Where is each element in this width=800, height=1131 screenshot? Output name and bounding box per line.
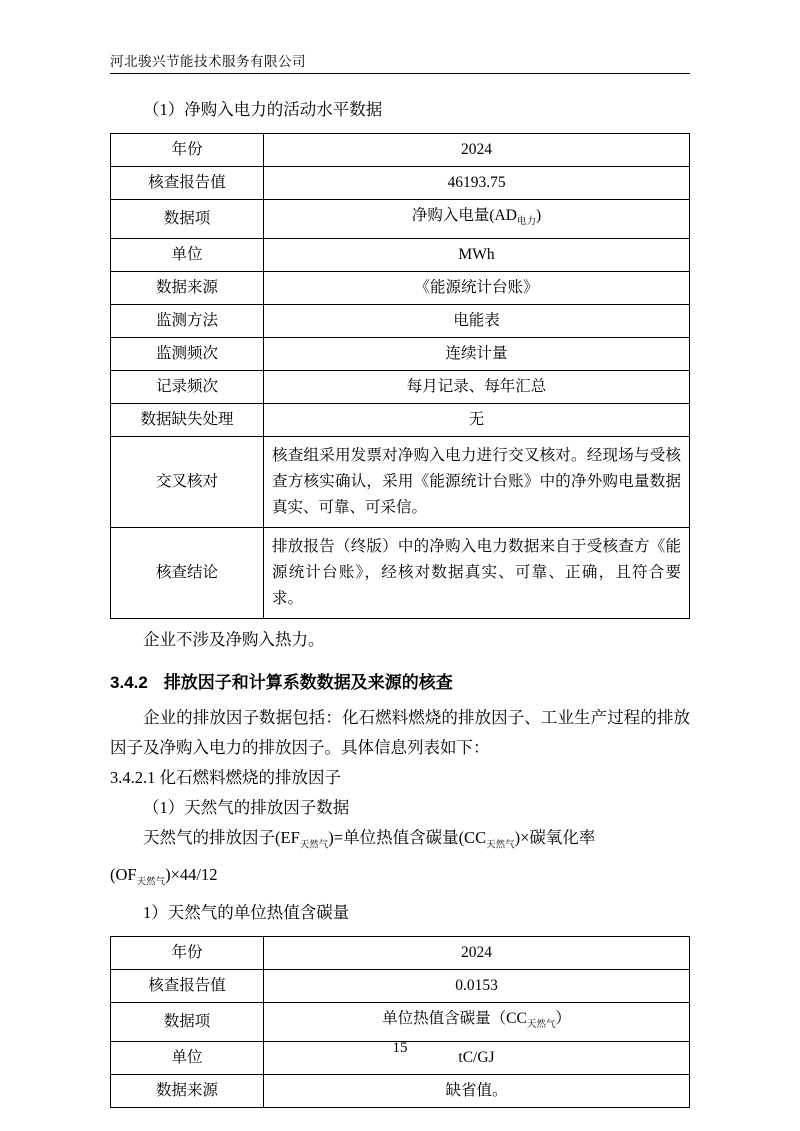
formula-line2-part-2: )×44/12: [165, 865, 218, 885]
heading-3-4-2: [110, 669, 690, 697]
heading-number: 3.4.2: [110, 673, 148, 693]
table-row: [111, 371, 690, 404]
header-divider: [110, 73, 690, 74]
row-label: 数据缺失处理: [111, 404, 264, 437]
page-number: 15: [392, 1040, 408, 1056]
table-row: [111, 1002, 690, 1041]
value-pre: 单位热值含碳量（CC: [382, 1009, 527, 1027]
row-label: 监测方法: [111, 305, 264, 338]
row-value: 连续计量: [264, 338, 690, 371]
table-carbon-content: [110, 936, 690, 1108]
row-label: 记录频次: [111, 371, 264, 404]
subsection-3-4-2-1: 3.4.2.1 化石燃料燃烧的排放因子: [110, 768, 341, 788]
value-pre: 净购入电量(AD: [411, 207, 517, 224]
row-label: 单位: [111, 239, 264, 272]
row-value: 2024: [264, 134, 690, 167]
formula-line2-part-1: (OF: [110, 865, 137, 885]
table-row: [111, 437, 690, 528]
row-label: 数据来源: [111, 1074, 264, 1107]
table-purchased-electricity: [110, 133, 690, 619]
formula-part-1: 天然气的排放因子(EF: [143, 828, 300, 848]
row-value: 46193.75: [264, 167, 690, 200]
row-label: 核查报告值: [111, 167, 264, 200]
row-label: 年份: [111, 936, 264, 969]
page-content: [110, 95, 690, 1114]
item-1-carbon-content: 1）天然气的单位热值含碳量: [143, 902, 350, 922]
table-row: [111, 200, 690, 239]
table-row: [111, 528, 690, 619]
table-row: [111, 305, 690, 338]
table-row: [111, 167, 690, 200]
row-value: 排放报告（终版）中的净购入电力数据来自于受核查方《能源统计台账》，经核对数据真实、可靠、正确，且符合要求。: [264, 528, 690, 619]
formula-natural-gas: [110, 823, 690, 860]
row-value: 核查组采用发票对净购入电力进行交叉核对。经现场与受核查方核实确认，采用《能源统计台账》中的净外购电量数据真实、可靠、可采信。: [264, 437, 690, 528]
row-label: 数据项: [111, 1002, 264, 1041]
table-row: [111, 404, 690, 437]
formula-subscript-2: 天然气: [486, 840, 515, 851]
formula-part-3: )×碳氧化率: [514, 828, 596, 848]
row-value: [264, 1002, 690, 1041]
header-company-name: 河北骏兴节能技术服务有限公司: [110, 54, 306, 69]
heading-text: 排放因子和计算系数数据及来源的核查: [163, 673, 453, 693]
paragraph-emission-factors: 企业的排放因子数据包括：化石燃料燃烧的排放因子、工业生产过程的排放因子及净购入电力的排放因子。具体信息列表如下：: [110, 708, 690, 758]
note-no-heat: 企业不涉及净购入热力。: [143, 630, 325, 650]
row-value: 电能表: [264, 305, 690, 338]
section-title-item1: （1）净购入电力的活动水平数据: [143, 100, 383, 119]
row-value: MWh: [264, 239, 690, 272]
table-row: [111, 1074, 690, 1107]
table-row: [111, 969, 690, 1002]
row-value: tC/GJ: [264, 1041, 690, 1074]
value-subscript: 天然气: [526, 1019, 556, 1030]
item-natural-gas-title: （1）天然气的排放因子数据: [143, 798, 350, 818]
row-label: 单位: [111, 1041, 264, 1074]
row-value: 2024: [264, 936, 690, 969]
row-value: 每月记录、每年汇总: [264, 371, 690, 404]
row-value: 无: [264, 404, 690, 437]
table-row: [111, 134, 690, 167]
page-header: [110, 50, 690, 74]
row-label: 核查报告值: [111, 969, 264, 1002]
row-label: 年份: [111, 134, 264, 167]
row-label: 核查结论: [111, 528, 264, 619]
row-value: 缺省值。: [264, 1074, 690, 1107]
row-label: 数据项: [111, 200, 264, 239]
row-label: 监测频次: [111, 338, 264, 371]
table-row: [111, 936, 690, 969]
value-post: ): [535, 207, 542, 224]
table-row: [111, 272, 690, 305]
formula-subscript-1: 天然气: [299, 840, 329, 851]
formula-part-2: )=单位热值含碳量(CC: [328, 828, 487, 848]
row-label: 数据来源: [111, 272, 264, 305]
table-row: [111, 338, 690, 371]
value-subscript: 电力: [516, 217, 536, 228]
formula-natural-gas-line2: [110, 860, 690, 897]
row-value: 《能源统计台账》: [264, 272, 690, 305]
table-row: [111, 239, 690, 272]
value-post: ）: [555, 1009, 571, 1027]
row-value: 0.0153: [264, 969, 690, 1002]
row-label: 交叉核对: [111, 437, 264, 528]
row-value: [264, 200, 690, 239]
formula-subscript-3: 天然气: [136, 877, 166, 888]
